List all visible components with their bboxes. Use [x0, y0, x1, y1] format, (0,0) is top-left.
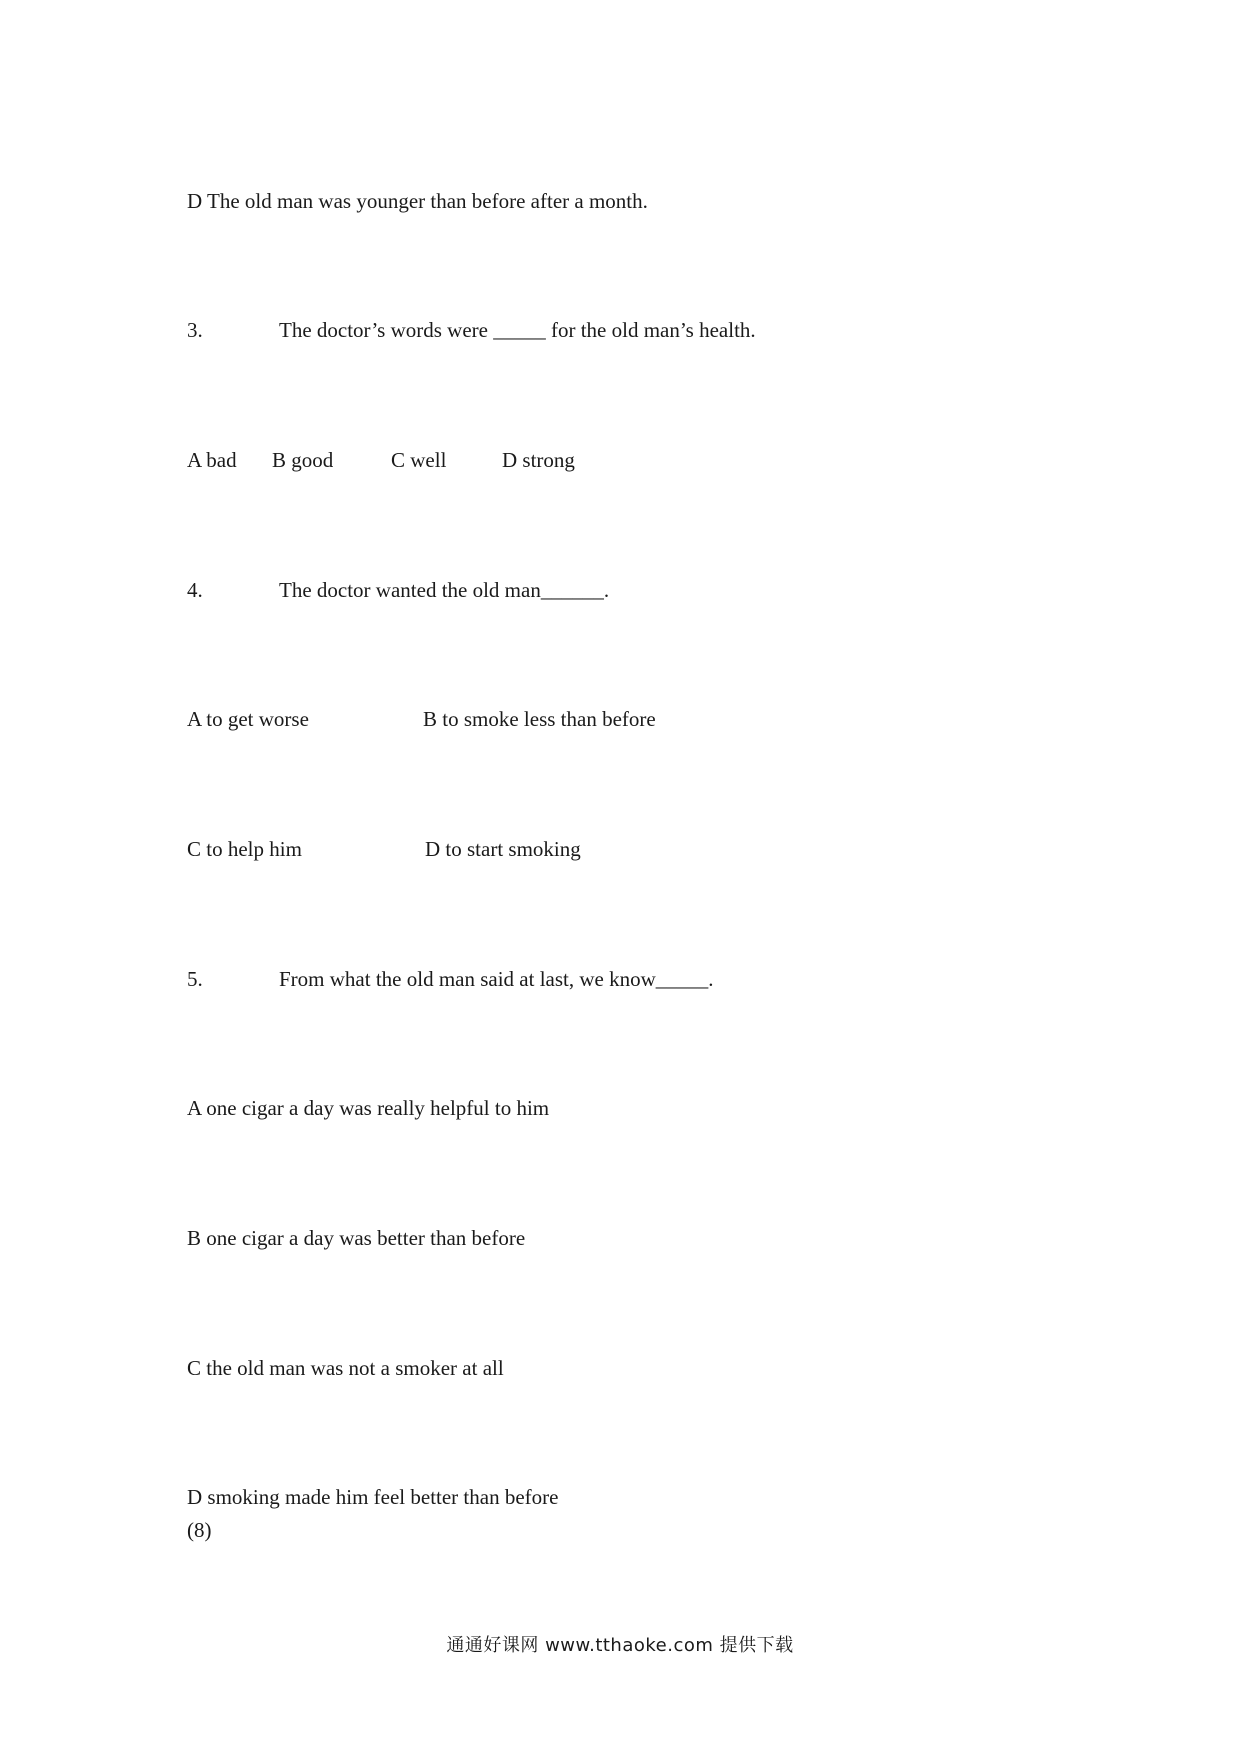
q5-option-a: A one cigar a day was really helpful to him: [187, 1096, 550, 1120]
question-number-5: 5.: [187, 967, 203, 991]
q4-option-a: A to get worse: [187, 707, 309, 731]
q4-option-d: D to start smoking: [425, 837, 581, 861]
q5-option-c: C the old man was not a smoker at all: [187, 1356, 504, 1380]
q5-option-b: B one cigar a day was better than before: [187, 1226, 526, 1250]
question-text-4: The doctor wanted the old man______.: [279, 578, 610, 602]
q3-option-a: A bad: [187, 448, 237, 472]
q3-option-d: D strong: [502, 448, 575, 472]
q4-option-c: C to help him: [187, 837, 302, 861]
q3-option-c: C well: [391, 448, 447, 472]
option-d-prev: D The old man was younger than before after a month.: [187, 189, 648, 213]
section-marker: (8): [187, 1518, 212, 1542]
q5-option-d: D smoking made him feel better than before: [187, 1485, 559, 1509]
footer-watermark: 通通好课网 www.tthaoke.com 提供下载: [446, 1635, 794, 1656]
q3-option-b: B good: [272, 448, 334, 472]
question-number-3: 3.: [187, 318, 203, 342]
question-number-4: 4.: [187, 578, 203, 602]
question-text-3: The doctor’s words were _____ for the old man’s health.: [279, 318, 756, 342]
question-text-5: From what the old man said at last, we know_____.: [279, 967, 714, 991]
q4-option-b: B to smoke less than before: [423, 707, 656, 731]
